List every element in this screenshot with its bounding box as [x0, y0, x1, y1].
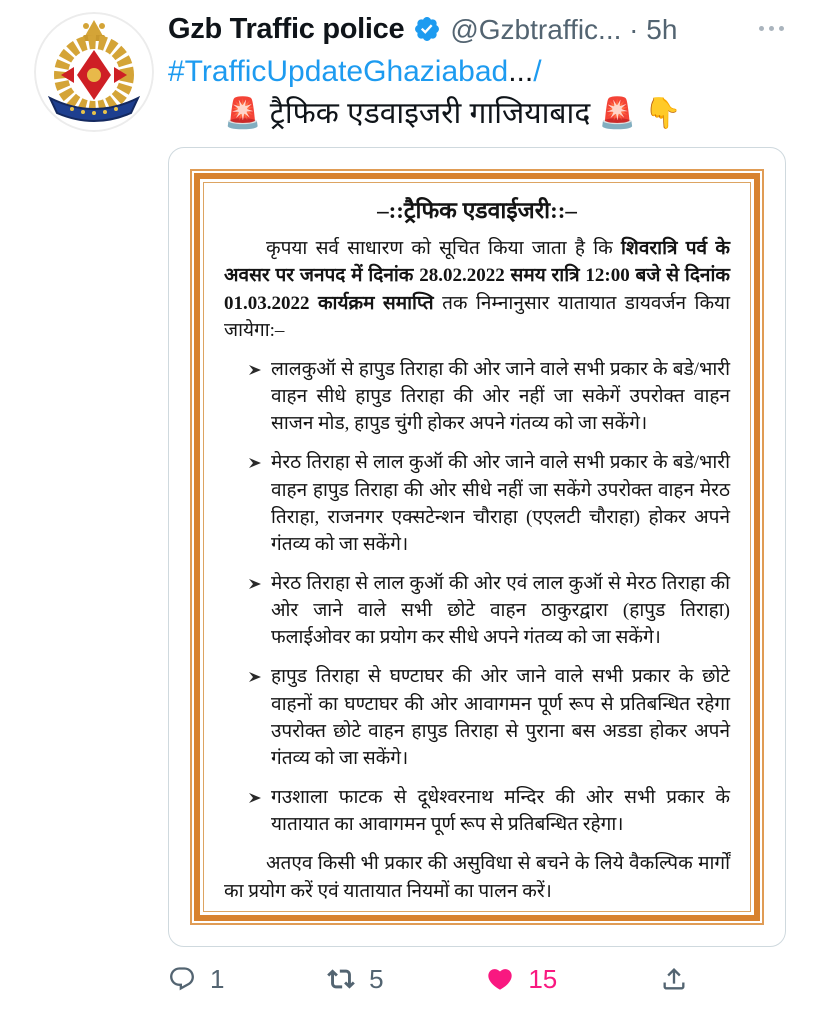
slash-text: / — [533, 54, 542, 88]
more-ellipsis-icon — [769, 26, 774, 31]
verified-badge-icon — [413, 15, 441, 43]
reply-button[interactable] — [168, 965, 224, 993]
list-item — [248, 663, 730, 772]
up-police-crest-icon — [34, 12, 154, 132]
bullet-text: मेरठ तिराहा से लाल कुऑ की ओर जाने वाले सभी प्रकार के बडे/भारी वाहन हापुड तिराहा की ओर सीधे नहीं जा सकेंगे उपरोक्त वाहन मेरठ तिराहा, राजनगर एक्सटेन्शन चौराहा (एएलटी चौराहा) होकर अपने गंतव्य को जा सकेंगे। — [271, 452, 730, 555]
more-ellipsis-icon — [779, 26, 784, 31]
bullet-text: हापुड तिराहा से घण्टाघर की ओर जाने वाले सभी प्रकार के छोटे वाहनों का घण्टाघर की ओर आवागमन पूर्ण रूप से प्रतिबन्धित रहेगा उपरोक्त छोटे वाहन हापुड तिराहा से पुराना बस अडडा होकर अपने गंतव्य को जा सकेंगे। — [271, 666, 730, 769]
dot-separator: · — [629, 13, 639, 45]
list-item — [248, 356, 730, 437]
siren-emoji-icon: 🚨 — [224, 97, 262, 131]
tweet-content — [168, 12, 786, 993]
point-down-emoji-icon: 👇 — [644, 97, 682, 131]
list-item — [248, 784, 730, 838]
tweet-action-bar — [168, 965, 688, 993]
tweet-image-advisory[interactable] — [168, 147, 786, 947]
handle[interactable]: @Gzbtraffic... — [450, 13, 622, 45]
avatar[interactable] — [34, 12, 154, 132]
siren-emoji-icon: 🚨 — [598, 97, 636, 131]
truncation-ellipsis: ... — [508, 54, 534, 88]
tweet-text-line1 — [168, 55, 786, 90]
doc-bullet-list — [248, 356, 730, 839]
more-ellipsis-icon — [759, 26, 764, 31]
retweet-button[interactable] — [327, 965, 383, 993]
reply-count: 1 — [210, 964, 225, 995]
retweet-count: 5 — [369, 964, 384, 995]
arrow-bullet-icon — [248, 670, 262, 684]
list-item — [248, 449, 730, 558]
tweet-header — [168, 12, 786, 47]
retweet-arrows-icon — [327, 965, 355, 993]
doc-title: –::ट्रैफिक एडवाईजरी::– — [377, 198, 577, 224]
author-name[interactable]: Gzb Traffic police — [168, 13, 405, 45]
like-button[interactable] — [486, 965, 557, 993]
hashtag-link[interactable]: #TrafficUpdateGhaziabad — [168, 54, 509, 88]
more-button[interactable] — [753, 12, 786, 31]
arrow-bullet-icon — [248, 363, 262, 377]
reply-bubble-icon — [168, 965, 196, 993]
arrow-bullet-icon — [248, 791, 262, 805]
intro-part3: तक निम्नानुसार यातायात डायवर्जन किया जायेगा:– — [224, 292, 730, 341]
tweet-text-line2 — [168, 96, 786, 132]
intro-part2-bold: शिवरात्रि पर्व के अवसर पर जनपद में दिनांक 28.02.2022 समय रात्रि 12:00 बजे से दिनांक 01.03.2022 कार्यक्रम समाप्ति — [224, 238, 730, 314]
doc-intro-paragraph — [224, 235, 730, 344]
arrow-bullet-icon — [248, 577, 262, 591]
doc-border-inner — [203, 182, 751, 912]
share-button[interactable] — [660, 965, 688, 993]
bullet-text: मेरठ तिराहा से लाल कुऑ की ओर एवं लाल कुऑ से मेरठ तिराहा की ओर जाने वाले सभी छोटे वाहन ठाकुरद्वारा (हापुड तिराहा) फलाईओवर का प्रयोग कर सीधे अपने गंतव्य को जा सकेंगे। — [271, 573, 730, 649]
bullet-text: गउशाला फाटक से दूधेश्वरनाथ मन्दिर की ओर सभी प्रकार के यातायात का आवागमन पूर्ण रूप से प्रतिबन्धित रहेगा। — [271, 787, 730, 836]
doc-closing-paragraph: अतएव किसी भी प्रकार की असुविधा से बचने के लिये वैकल्पिक मार्गों का प्रयोग करें एवं यातायात नियमों का पालन करें। — [224, 853, 730, 902]
doc-border-outer — [190, 169, 764, 925]
handle-and-time[interactable] — [450, 13, 677, 47]
arrow-bullet-icon — [248, 456, 262, 470]
intro-part1: कृपया सर्व साधारण को सूचित किया जाता है कि — [266, 238, 621, 260]
share-up-arrow-icon — [660, 965, 688, 993]
list-item — [248, 570, 730, 651]
heart-filled-icon — [486, 965, 514, 993]
doc-border-band — [194, 173, 760, 921]
timestamp: 5h — [646, 13, 678, 45]
like-count: 15 — [528, 964, 558, 995]
caption-text: ट्रैफिक एडवाइजरी गाजियाबाद — [269, 97, 591, 131]
bullet-text: लालकुऑ से हापुड तिराहा की ओर जाने वाले सभी प्रकार के बडे/भारी वाहन सीधे हापुड तिराहा की ओर नहीं जा सकेगें उपरोक्त वाहन साजन मोड, हापुड चुंगी होकर अपने गंतव्य को जा सकेंगे। — [271, 358, 730, 435]
